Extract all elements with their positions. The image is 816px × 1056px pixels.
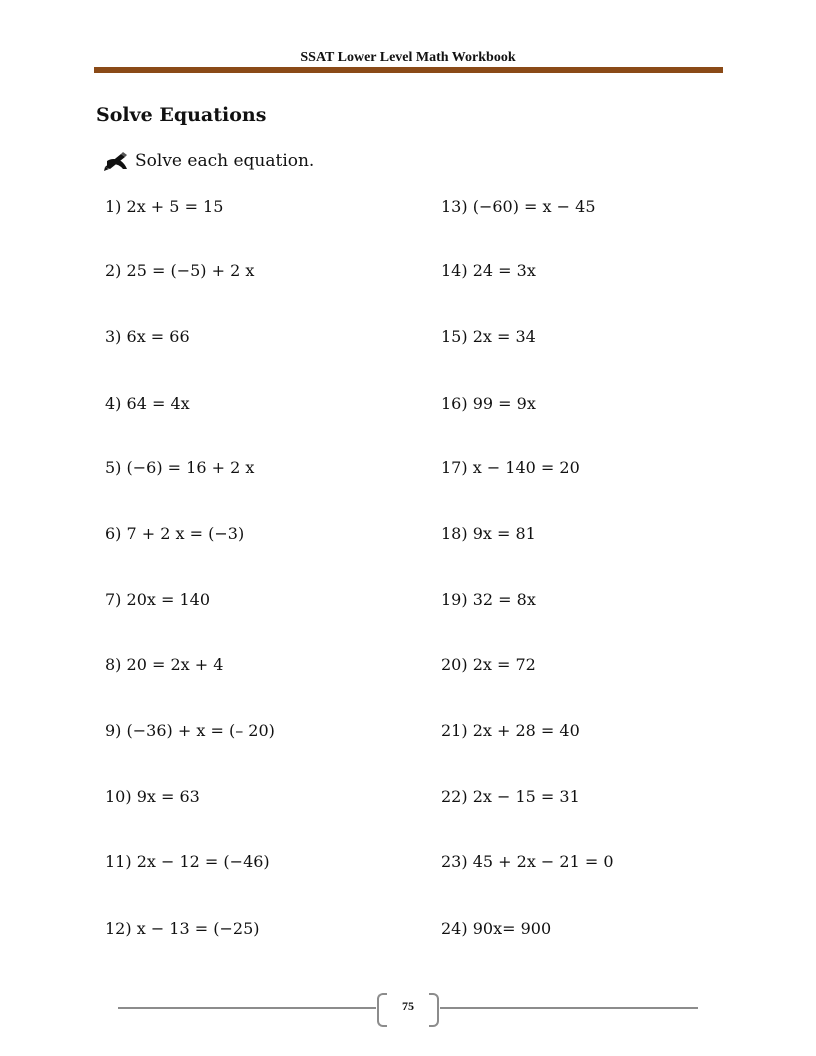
- pencil-icon: [103, 151, 129, 171]
- header-title: SSAT Lower Level Math Workbook: [300, 50, 516, 65]
- problem-17: 17) x − 140 = 20: [441, 458, 580, 477]
- problem-24: 24) 90x= 900: [441, 919, 552, 938]
- problem-5: 5) (−6) = 16 + 2 x: [105, 458, 255, 477]
- problem-16: 16) 99 = 9x: [441, 394, 536, 413]
- instruction-text: Solve each equation.: [135, 151, 315, 171]
- problem-3: 3) 6x = 66: [105, 327, 190, 346]
- problem-18: 18) 9x = 81: [441, 524, 536, 543]
- problem-1: 1) 2x + 5 = 15: [105, 197, 224, 216]
- problem-21: 21) 2x + 28 = 40: [441, 721, 580, 740]
- problem-2: 2) 25 = (−5) + 2 x: [105, 261, 255, 280]
- problem-4: 4) 64 = 4x: [105, 394, 190, 413]
- page-number-bracket-right: [429, 993, 439, 1027]
- problem-6: 6) 7 + 2 x = (−3): [105, 524, 245, 543]
- problem-9: 9) (−36) + x = (– 20): [105, 721, 275, 740]
- problem-19: 19) 32 = 8x: [441, 590, 536, 609]
- problem-15: 15) 2x = 34: [441, 327, 536, 346]
- problem-14: 14) 24 = 3x: [441, 261, 536, 280]
- problem-7: 7) 20x = 140: [105, 590, 211, 609]
- problem-11: 11) 2x − 12 = (−46): [105, 852, 270, 871]
- problem-20: 20) 2x = 72: [441, 655, 536, 674]
- problem-13: 13) (−60) = x − 45: [441, 197, 596, 216]
- problem-10: 10) 9x = 63: [105, 787, 200, 806]
- problem-22: 22) 2x − 15 = 31: [441, 787, 580, 806]
- problem-23: 23) 45 + 2x − 21 = 0: [441, 852, 614, 871]
- page-number-bracket-left: [377, 993, 387, 1027]
- header-rule: [94, 67, 723, 73]
- section-title: Solve Equations: [96, 104, 267, 126]
- problem-8: 8) 20 = 2x + 4: [105, 655, 224, 674]
- page-number: 75: [402, 999, 414, 1013]
- instruction: [103, 151, 314, 171]
- footer-line-right: [440, 1007, 698, 1009]
- problem-12: 12) x − 13 = (−25): [105, 919, 260, 938]
- footer-line-left: [118, 1007, 376, 1009]
